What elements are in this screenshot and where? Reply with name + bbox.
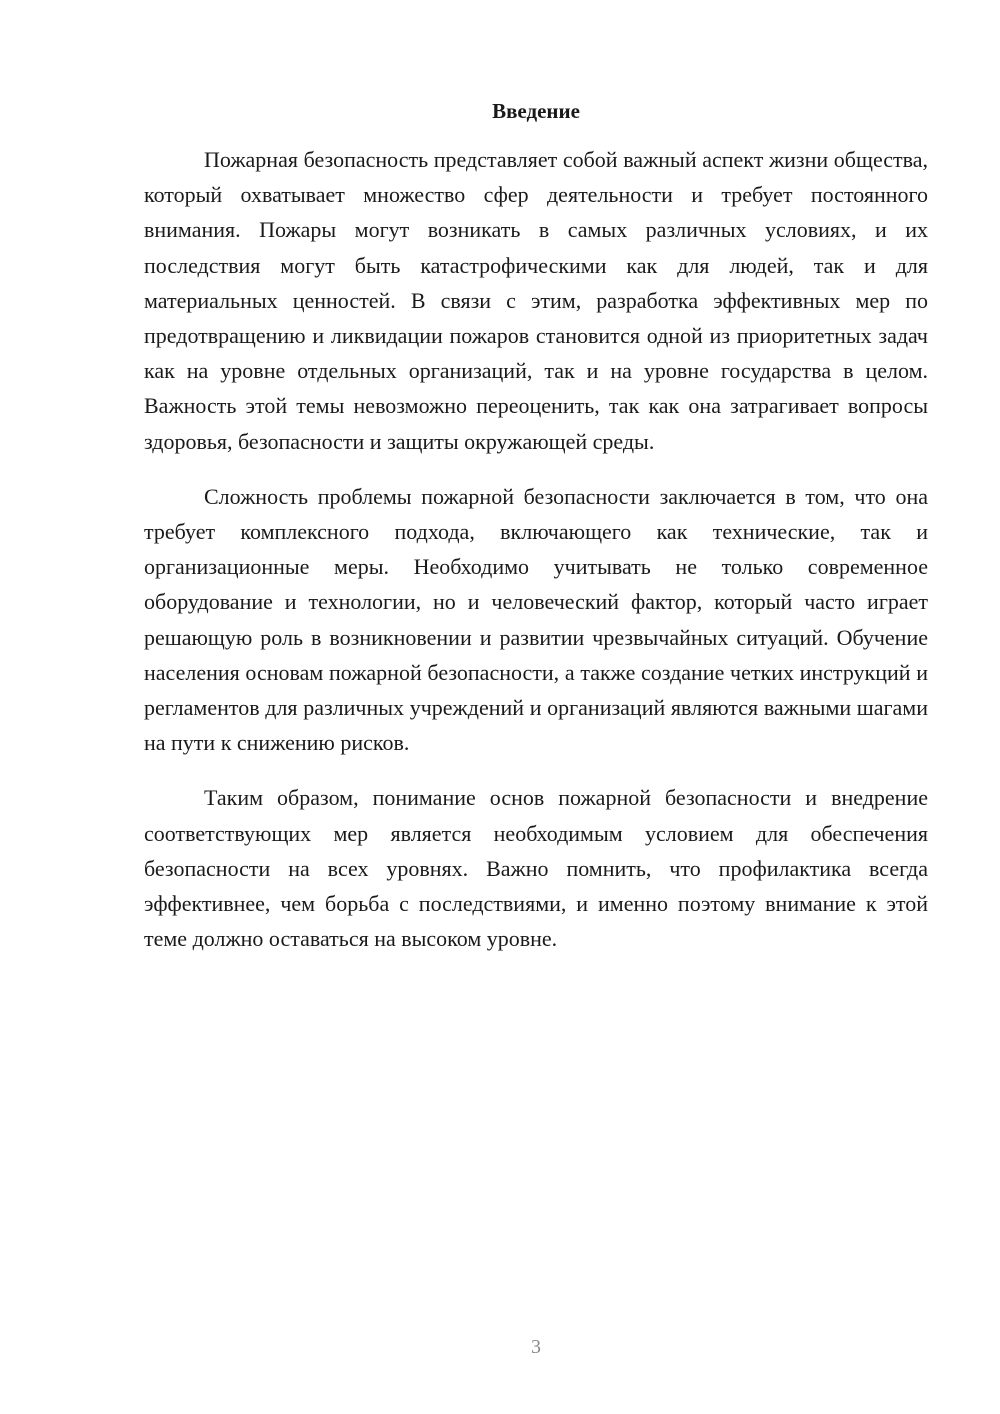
paragraph-2: Сложность проблемы пожарной безопасности заключается в том, что она требует комплексного подхода, включающего как технические, так и организационные меры. Необходимо учитывать не только современное оборудование и технологии, но и человеческий фактор, который часто играет решающую роль в возникновении и развитии чрезвычайных ситуаций. Обучение населения основам пожарной безопасности, а также создание четких инструкций и регламентов для различных учреждений и организаций являются важными шагами на пути к снижению рисков. <box>144 483 928 756</box>
section-heading: Введение <box>492 99 580 123</box>
paragraph-1: Пожарная безопасность представляет собой важный аспект жизни общества, который охватывает множество сфер деятельности и требует постоянного внимания. Пожары могут возникать в самых различных условиях, и их последствия могут быть катастрофическими как для людей, так и для материальных ценностей. В связи с этим, разработка эффективных мер по предотвращению и ликвидации пожаров становится одной из приоритетных задач как на уровне отдельных организаций, так и на уровне государства в целом. Важность этой темы невозможно переоценить, так как она затрагивает вопросы здоровья, безопасности и защиты окружающей среды. <box>144 147 928 454</box>
page-number: 3 <box>531 1336 541 1358</box>
paragraph-3: Таким образом, понимание основ пожарной безопасности и внедрение соответствующих мер является необходимым условием для обеспечения безопасности на всех уровнях. Важно помнить, что профилактика всегда эффективнее, чем борьба с последствиями, и именно поэтому внимание к этой теме должно оставаться на высоком уровне. <box>144 785 928 952</box>
body-text <box>144 142 928 976</box>
